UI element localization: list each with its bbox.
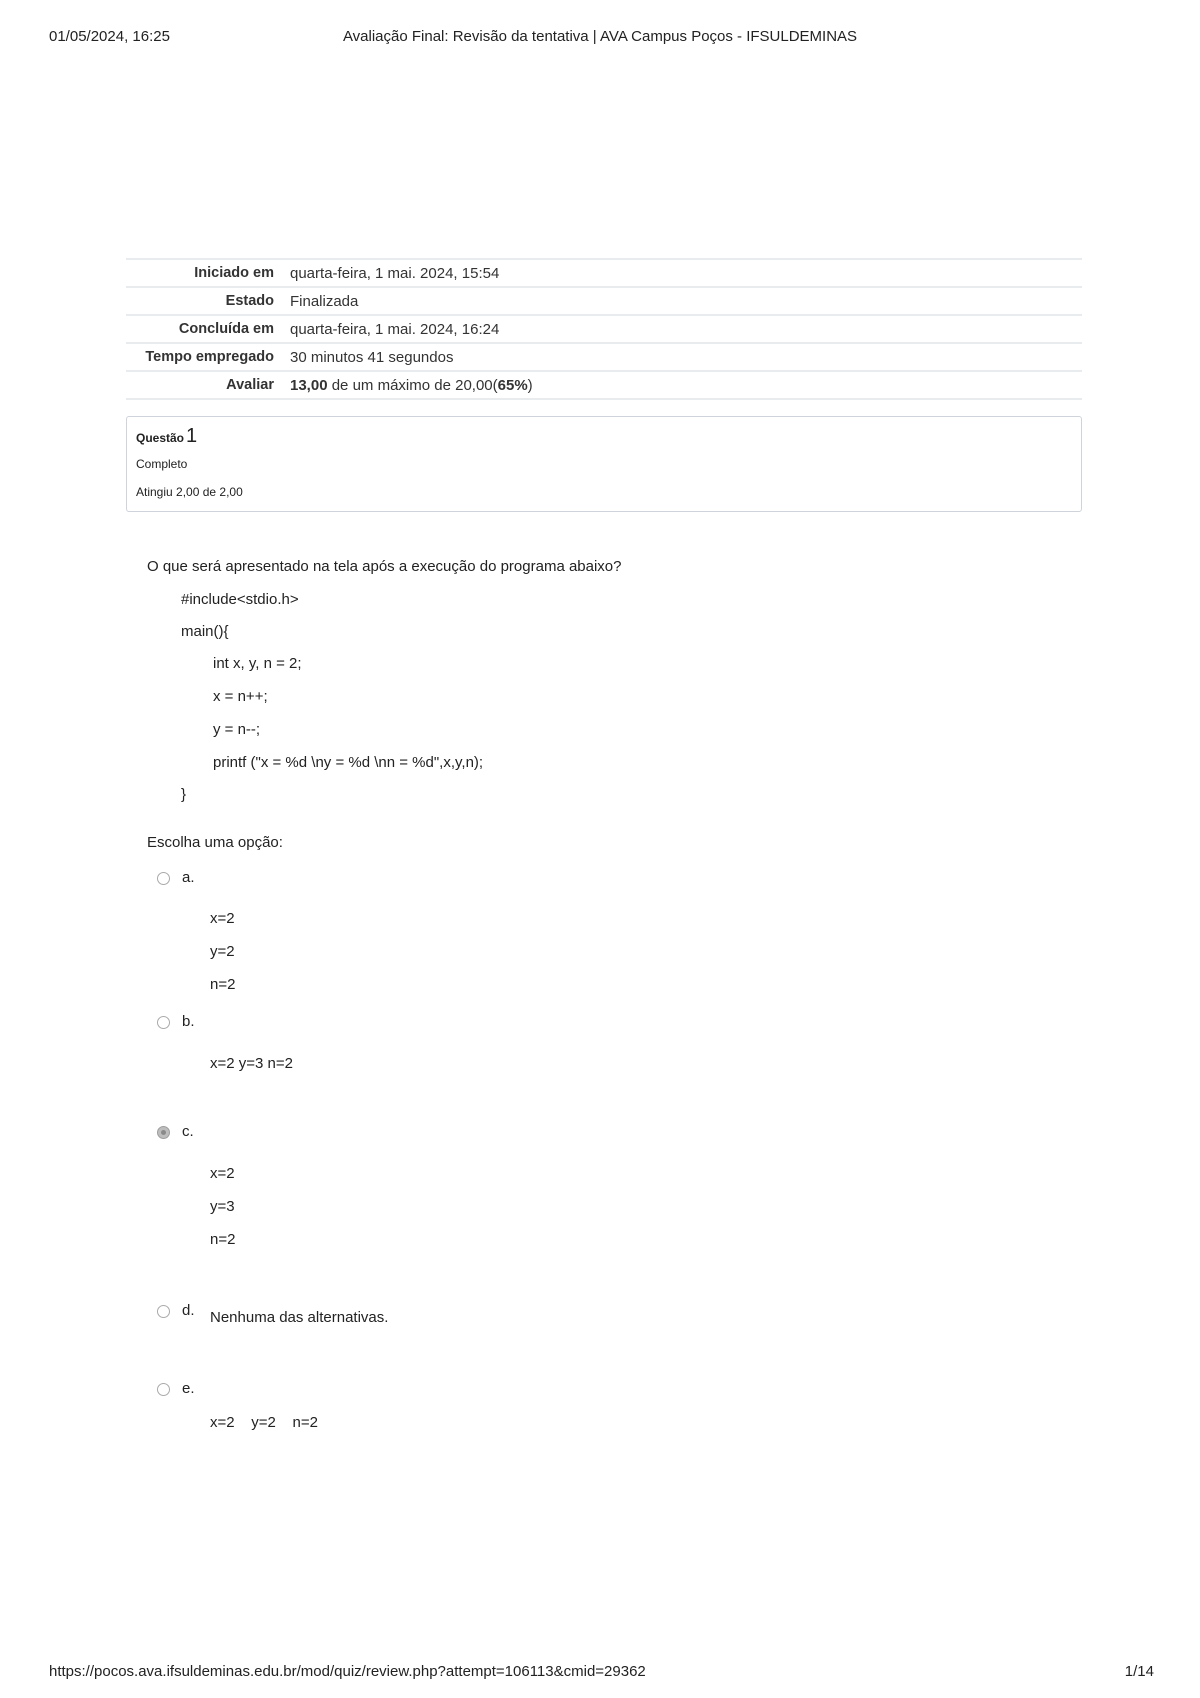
option-c-letter: c. xyxy=(182,1123,194,1140)
question-grade: Atingiu 2,00 de 2,00 xyxy=(136,485,243,499)
option-c-line: n=2 xyxy=(210,1231,236,1248)
code-line: y = n--; xyxy=(213,721,261,738)
print-url: https://pocos.ava.ifsuldeminas.edu.br/mod/quiz/review.php?attempt=106113&cmid=29362 xyxy=(49,1663,646,1680)
summary-label: Iniciado em xyxy=(194,265,274,281)
question-text: O que será apresentado na tela após a execução do programa abaixo? xyxy=(147,558,622,575)
summary-row-time-taken xyxy=(126,343,1082,371)
option-e-letter: e. xyxy=(182,1380,195,1397)
grade-end: ) xyxy=(527,376,533,394)
option-c-radio[interactable] xyxy=(157,1126,170,1139)
code-line: } xyxy=(181,786,187,803)
question-state: Completo xyxy=(136,457,188,471)
option-c-line: x=2 xyxy=(210,1165,235,1182)
choose-option-prompt: Escolha uma opção: xyxy=(147,834,283,851)
summary-label: Estado xyxy=(225,293,274,309)
question-number xyxy=(136,425,197,448)
code-line: main(){ xyxy=(181,623,229,640)
question-label: Questão xyxy=(136,431,185,445)
print-page-title: Avaliação Final: Revisão da tentativa | AVA Campus Poços - IFSULDEMINAS xyxy=(342,28,858,45)
code-line: int x, y, n = 2; xyxy=(213,655,302,672)
option-e-line: x=2 y=2 n=2 xyxy=(210,1414,318,1431)
question-info-box xyxy=(126,416,1082,512)
option-a-line: x=2 xyxy=(210,910,235,927)
option-d-radio[interactable] xyxy=(157,1305,170,1318)
print-datetime: 01/05/2024, 16:25 xyxy=(49,28,170,45)
summary-row-state xyxy=(126,287,1082,315)
attempt-summary-table xyxy=(126,258,1082,400)
summary-label: Tempo empregado xyxy=(145,349,274,365)
summary-label: Avaliar xyxy=(226,377,274,393)
summary-value: Finalizada xyxy=(290,292,359,310)
code-line: printf ("x = %d \ny = %d \nn = %d",x,y,n); xyxy=(213,754,484,771)
summary-value: quarta-feira, 1 mai. 2024, 15:54 xyxy=(290,264,500,282)
option-d-line: Nenhuma das alternativas. xyxy=(210,1309,389,1326)
print-page-number: 1/14 xyxy=(1124,1663,1154,1680)
summary-value: 30 minutos 41 segundos xyxy=(290,348,454,366)
option-b-letter: b. xyxy=(182,1013,195,1030)
question-number-value: 1 xyxy=(186,425,198,447)
summary-grade-value xyxy=(282,371,1082,399)
summary-row-started xyxy=(126,259,1082,287)
code-line: x = n++; xyxy=(213,688,268,705)
option-e-radio[interactable] xyxy=(157,1383,170,1396)
option-c-line: y=3 xyxy=(210,1198,235,1215)
summary-label: Concluída em xyxy=(178,321,274,337)
option-a-line: y=2 xyxy=(210,943,235,960)
summary-row-grade xyxy=(126,371,1082,399)
grade-percent: 65% xyxy=(497,376,528,394)
option-b-line: x=2 y=3 n=2 xyxy=(210,1055,293,1072)
grade-middle: de um máximo de 20,00( xyxy=(327,376,498,394)
summary-row-completed xyxy=(126,315,1082,343)
option-d-letter: d. xyxy=(182,1302,195,1319)
grade-score: 13,00 xyxy=(290,376,328,394)
summary-value: quarta-feira, 1 mai. 2024, 16:24 xyxy=(290,320,500,338)
option-a-line: n=2 xyxy=(210,976,236,993)
option-a-radio[interactable] xyxy=(157,872,170,885)
code-line: #include<stdio.h> xyxy=(181,591,299,608)
option-b-radio[interactable] xyxy=(157,1016,170,1029)
option-a-letter: a. xyxy=(182,869,195,886)
